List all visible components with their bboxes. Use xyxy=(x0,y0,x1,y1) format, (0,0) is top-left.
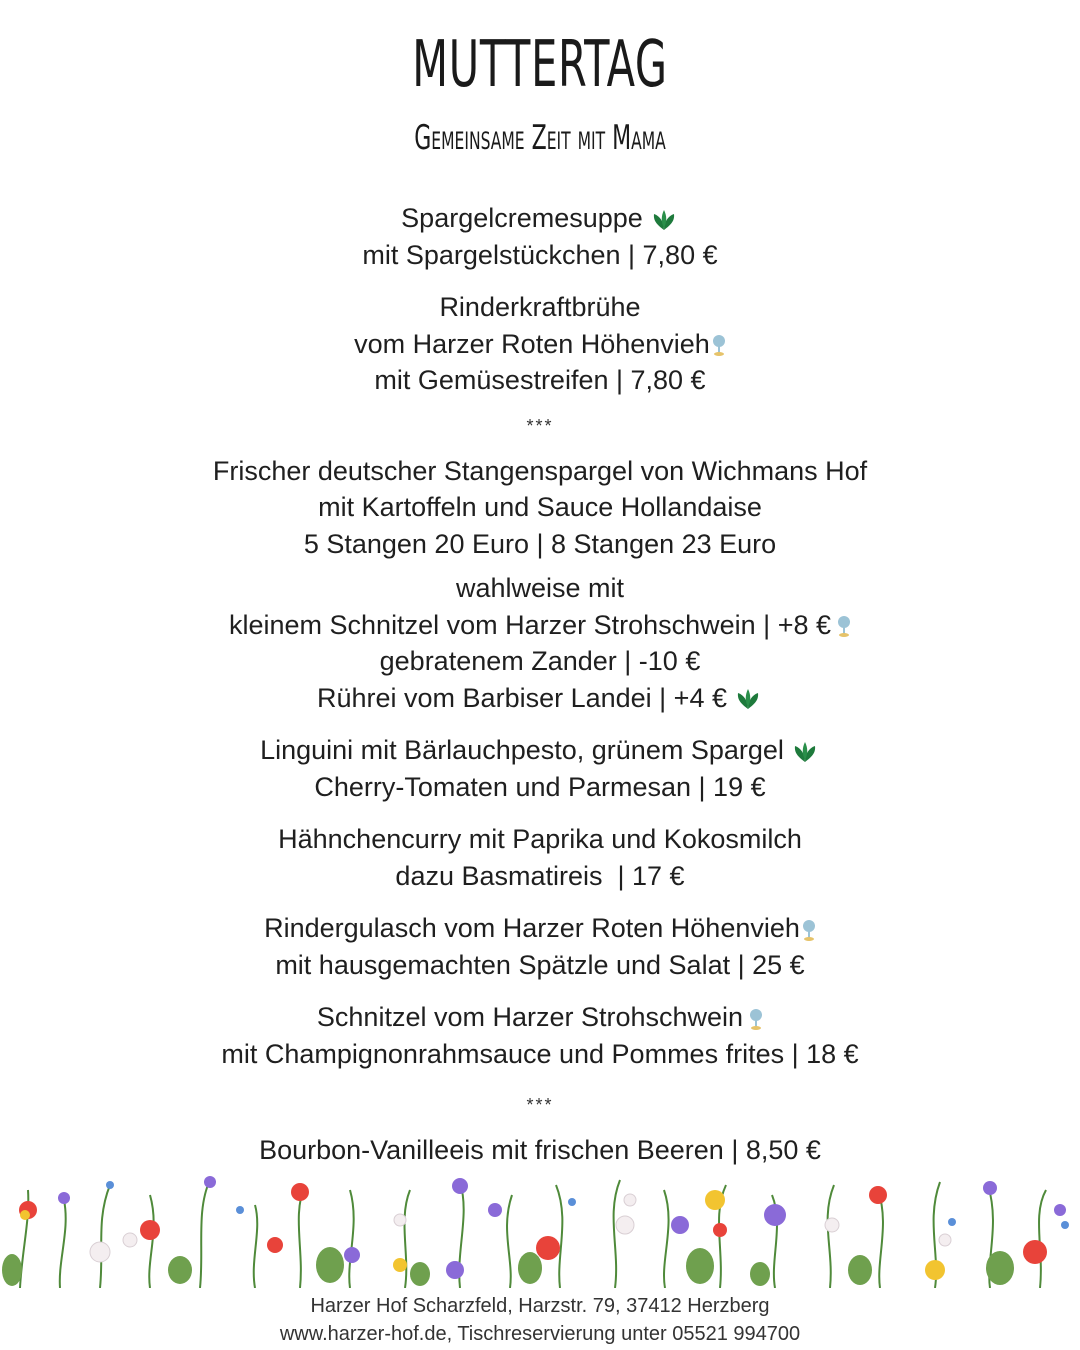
menu-item-linguini-line1: Linguini mit Bärlauchpesto, grünem Spargel xyxy=(0,732,1080,769)
footer-contact: www.harzer-hof.de, Tischreservierung unter 05521 994700 xyxy=(279,1323,801,1345)
menu-item-soup1-detail: mit Spargelstückchen | 7,80 € xyxy=(362,239,718,270)
menu-item-goulash-line2: mit hausgemachten Spätzle und Salat | 25 € xyxy=(275,949,805,980)
location-pin-icon xyxy=(802,918,816,942)
menu-item-goulash-line1: Rindergulasch vom Harzer Roten Höhenvieh xyxy=(0,910,1080,947)
option-zander: gebratenem Zander | -10 € xyxy=(379,646,701,676)
menu-item-soup2-origin: vom Harzer Roten Höhenvieh xyxy=(0,326,1080,363)
menu-item-linguini-line2: Cherry-Tomaten und Parmesan | 19 € xyxy=(314,771,766,802)
separator: *** xyxy=(526,415,554,436)
menu-item-soup2-detail: mit Gemüsestreifen | 7,80 € xyxy=(374,365,706,395)
menu-item-dessert: Bourbon-Vanilleeis mit frischen Beeren | 8,50 € xyxy=(259,1135,821,1165)
leaf-icon xyxy=(790,740,820,764)
footer xyxy=(0,1292,1080,1348)
option-ruehrei: Rührei vom Barbiser Landei | +4 € xyxy=(0,680,1080,717)
menu-item-schnitzel-line1: Schnitzel vom Harzer Strohschwein xyxy=(0,999,1080,1036)
page-title: MUTTERTAG xyxy=(412,28,668,102)
menu-item-soup2-name: Rinderkraftbrühe xyxy=(439,292,641,322)
leaf-icon xyxy=(649,208,679,232)
menu-item-asparagus-line1: Frischer deutscher Stangenspargel von Wichmans Hof xyxy=(212,455,868,486)
options-intro: wahlweise mit xyxy=(455,573,625,603)
menu-item-asparagus-line2: mit Kartoffeln und Sauce Hollandaise xyxy=(318,492,762,522)
menu-item-asparagus-line3: 5 Stangen 20 Euro | 8 Stangen 23 Euro xyxy=(303,528,777,559)
leaf-icon xyxy=(733,687,763,711)
menu-item-schnitzel-line2: mit Champignonrahmsauce und Pommes frites | 18 € xyxy=(221,1038,859,1069)
footer-address: Harzer Hof Scharzfeld, Harzstr. 79, 37412 Herzberg xyxy=(310,1295,770,1317)
separator: *** xyxy=(526,1095,554,1115)
location-pin-icon xyxy=(712,333,726,357)
menu-item-curry-line2: dazu Basmatireis | 17 € xyxy=(395,860,685,891)
location-pin-icon xyxy=(749,1007,763,1031)
menu-item-soup1-name: Spargelcremesuppe xyxy=(0,200,1080,237)
location-pin-icon xyxy=(837,614,851,638)
wildflower-border-illustration xyxy=(0,1170,1080,1288)
page-subtitle: Gemeinsame Zeit mit Mama xyxy=(414,118,666,158)
option-schnitzel: kleinem Schnitzel vom Harzer Strohschwein | +8 € xyxy=(0,607,1080,644)
menu-list xyxy=(0,200,1080,1169)
menu-item-curry-line1: Hähnchencurry mit Paprika und Kokosmilch xyxy=(278,824,802,854)
